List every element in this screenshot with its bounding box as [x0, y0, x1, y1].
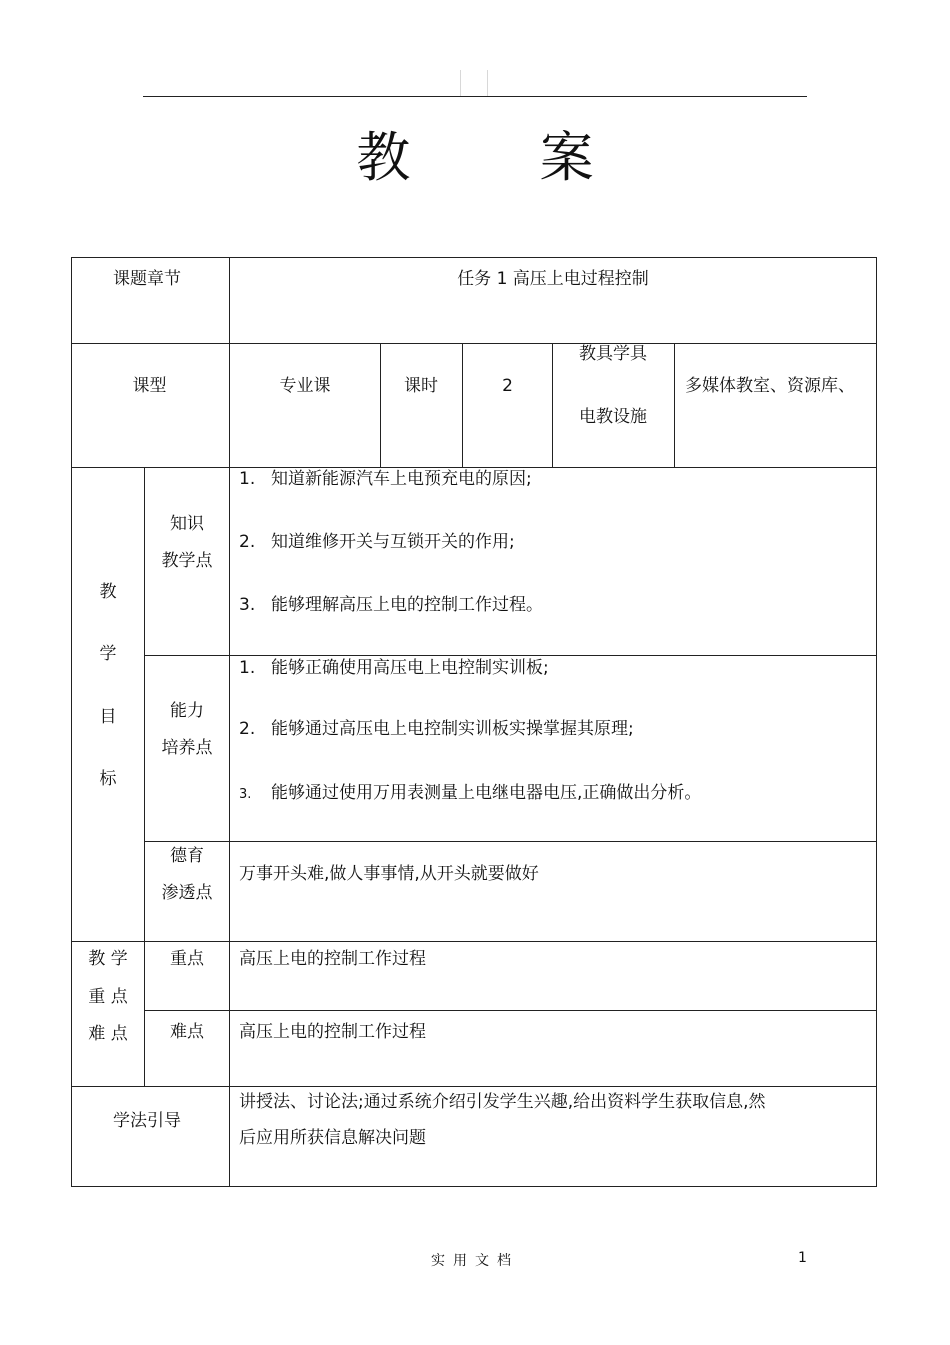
knowledge-item-text: 能够理解高压上电的控制工作过程。	[271, 595, 543, 615]
class-hours-label: 课时	[404, 376, 438, 396]
keypoints-label-line3: 难 点	[88, 1024, 128, 1044]
difficult-point-text: 高压上电的控制工作过程	[239, 1022, 426, 1042]
table-rule	[144, 655, 877, 656]
goals-label-char: 目	[99, 707, 117, 727]
course-type-label: 课型	[132, 376, 167, 396]
teaching-tools-label-line1: 教具学具	[579, 344, 647, 364]
list-number: 3.	[239, 787, 252, 802]
list-number: 1.	[239, 658, 256, 678]
table-border-bottom	[71, 1186, 877, 1187]
knowledge-item	[239, 468, 532, 490]
topic-value: 任务 1 高压上电过程控制	[457, 269, 649, 289]
list-number: 1.	[239, 469, 256, 489]
header-mark-left	[460, 70, 461, 96]
method-text-line2: 后应用所获信息解决问题	[239, 1128, 426, 1148]
method-text-line1: 讲授法、讨论法;通过系统介绍引发学生兴趣,给出资料学生获取信息,然	[239, 1092, 766, 1112]
list-number: 2.	[239, 719, 256, 739]
header-mark-right	[487, 70, 488, 96]
ability-label-line1: 能力	[170, 701, 204, 721]
key-point-label: 重点	[170, 949, 204, 969]
moral-text: 万事开头难,做人事事情,从开头就要做好	[239, 864, 539, 884]
header-rule	[143, 96, 807, 97]
course-type-value: 专业课	[279, 376, 331, 396]
difficult-point-label: 难点	[170, 1022, 204, 1042]
moral-label-line1: 德育	[170, 846, 204, 866]
method-label: 学法引导	[113, 1111, 181, 1131]
table-rule	[144, 1010, 877, 1011]
ability-item-text: 能够通过高压电上电控制实训板实操掌握其原理;	[271, 719, 634, 739]
table-rule	[71, 343, 877, 344]
page-number: 1	[798, 1250, 807, 1266]
goals-label-char: 标	[99, 769, 117, 789]
footer-text: 实用文档	[431, 1253, 519, 1269]
ability-item-text: 能够通过使用万用表测量上电继电器电压,正确做出分析。	[271, 783, 702, 803]
knowledge-label-line2: 教学点	[161, 551, 213, 571]
table-rule	[71, 1086, 877, 1087]
table-rule-vertical	[462, 343, 463, 468]
keypoints-label-line2: 重 点	[88, 987, 128, 1007]
knowledge-label-line1: 知识	[170, 514, 204, 534]
goals-label-char: 学	[99, 644, 117, 664]
knowledge-item	[239, 594, 543, 616]
document-title: 教 案	[356, 126, 650, 189]
class-hours-value: 2	[502, 376, 513, 396]
table-rule-vertical	[674, 343, 675, 468]
ability-item	[239, 657, 549, 679]
table-rule	[71, 941, 877, 942]
knowledge-item-text: 知道新能源汽车上电预充电的原因;	[271, 469, 532, 489]
teaching-tools-value: 多媒体教室、资源库、	[685, 376, 855, 396]
knowledge-item-text: 知道维修开关与互锁开关的作用;	[271, 532, 515, 552]
table-border-right	[876, 257, 877, 1187]
keypoints-label-line1: 教 学	[88, 949, 128, 969]
ability-label-line2: 培养点	[161, 738, 213, 758]
moral-label-line2: 渗透点	[161, 883, 213, 903]
ability-item	[239, 782, 701, 806]
ability-item	[239, 718, 634, 740]
ability-item-text: 能够正确使用高压电上电控制实训板;	[271, 658, 549, 678]
knowledge-item	[239, 531, 515, 553]
table-rule	[144, 841, 877, 842]
table-rule-vertical	[380, 343, 381, 468]
list-number: 3.	[239, 595, 256, 615]
key-point-text: 高压上电的控制工作过程	[239, 949, 426, 969]
goals-label-char: 教	[99, 582, 117, 602]
list-number: 2.	[239, 532, 256, 552]
table-border-top	[71, 257, 877, 258]
teaching-tools-label-line2: 电教设施	[579, 407, 647, 427]
topic-label: 课题章节	[113, 269, 181, 289]
